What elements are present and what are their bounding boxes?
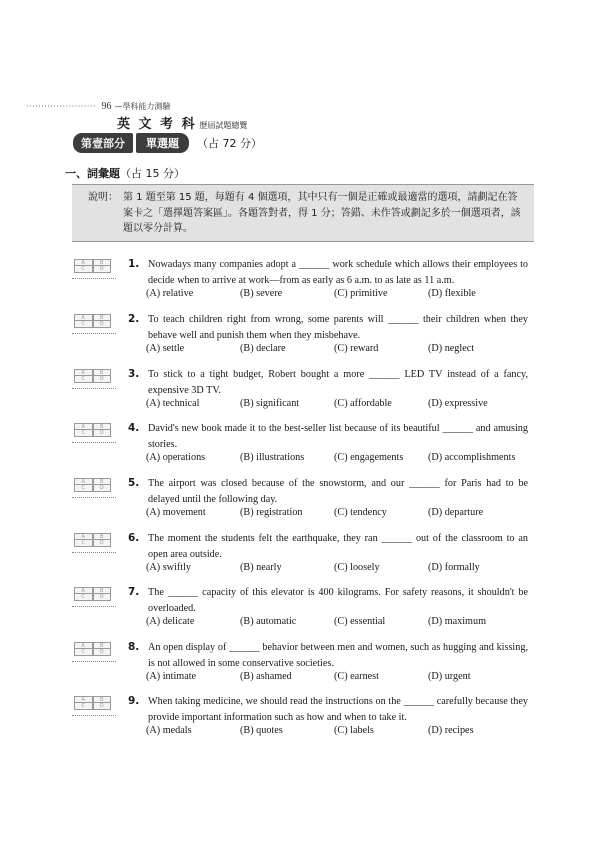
option-d: (D) expressive bbox=[428, 398, 488, 409]
option-c: (C) earnest bbox=[334, 671, 379, 682]
part-score: （占 72 分） bbox=[197, 137, 262, 150]
subject-title bbox=[117, 113, 247, 132]
option-a: (A) movement bbox=[146, 507, 206, 518]
answer-dotted-line bbox=[72, 278, 116, 279]
option-c: (C) affordable bbox=[334, 398, 392, 409]
answer-bubble-box bbox=[74, 369, 111, 384]
book-title: 學科能力測驗 bbox=[122, 102, 171, 111]
question-number: 6. bbox=[128, 532, 140, 544]
answer-dotted-line bbox=[72, 715, 116, 716]
answer-dotted-line bbox=[72, 497, 116, 498]
option-a: (A) swiftly bbox=[146, 562, 191, 573]
answer-bubble-box bbox=[74, 587, 111, 602]
option-b: (B) automatic bbox=[240, 616, 297, 627]
option-c: (C) labels bbox=[334, 725, 374, 736]
section-name: 一、詞彙題 bbox=[65, 167, 120, 180]
section-score: （占 15 分） bbox=[120, 167, 185, 180]
option-a: (A) intimate bbox=[146, 671, 197, 682]
answer-bubble-box bbox=[74, 259, 111, 274]
option-a: (A) delicate bbox=[146, 616, 195, 627]
question-number: 8. bbox=[128, 641, 140, 653]
question-number: 5. bbox=[128, 477, 140, 489]
option-d: (D) urgent bbox=[428, 671, 471, 682]
answer-bubble-d: D bbox=[93, 703, 112, 710]
answer-bubble-c: C bbox=[74, 703, 93, 710]
option-b: (B) quotes bbox=[240, 725, 283, 736]
answer-bubble-a: A bbox=[74, 259, 93, 266]
option-a: (A) medals bbox=[146, 725, 192, 736]
option-c: (C) engagements bbox=[334, 452, 404, 463]
question-number: 2. bbox=[128, 313, 140, 325]
option-d: (D) accomplishments bbox=[428, 452, 516, 463]
answer-dotted-line bbox=[72, 333, 116, 334]
running-header bbox=[26, 101, 171, 112]
option-c: (C) tendency bbox=[334, 507, 387, 518]
answer-bubble-d: D bbox=[93, 485, 112, 492]
answer-bubble-a: A bbox=[74, 478, 93, 485]
answer-bubble-b: B bbox=[93, 533, 112, 540]
answer-bubble-box bbox=[74, 314, 111, 329]
question-text: An open display of ______ behavior between men and women, such as hugging and kissing, is not allowed in some conservative societies. bbox=[148, 642, 528, 669]
answer-bubble-d: D bbox=[93, 376, 112, 383]
answer-bubble-d: D bbox=[93, 430, 112, 437]
page-number: 96 bbox=[101, 101, 112, 112]
question-text: Nowadays many companies adopt a ______ work schedule which allows their employees to decide when to arrive at work—from as early as 6 a.m. to as late as 11 a.m. bbox=[148, 259, 528, 286]
answer-bubble-c: C bbox=[74, 485, 93, 492]
instructions-body: 第 1 題至第 15 題，每題有 4 個選項，其中只有一個是正確或最適當的選項，請劃記在答案卡之「選擇題答案區」。各題答對者，得 1 分；答錯、未作答或劃記多於一個選項者，該題以零分計算。 bbox=[123, 192, 521, 234]
question-number: 4. bbox=[128, 422, 140, 434]
answer-bubble-box bbox=[74, 696, 111, 711]
question-number: 1. bbox=[128, 258, 140, 270]
answer-bubble-d: D bbox=[93, 649, 112, 656]
answer-bubble-c: C bbox=[74, 266, 93, 273]
answer-bubble-d: D bbox=[93, 321, 112, 328]
question-text: To teach children right from wrong, some parents will ______ their children when they behave well and punish them when they misbehave. bbox=[148, 314, 528, 341]
answer-bubble-b: B bbox=[93, 587, 112, 594]
answer-bubble-b: B bbox=[93, 259, 112, 266]
instructions-label: 說明： bbox=[88, 192, 118, 203]
answer-bubble-b: B bbox=[93, 314, 112, 321]
question-number: 7. bbox=[128, 586, 140, 598]
answer-bubble-a: A bbox=[74, 696, 93, 703]
answer-bubble-c: C bbox=[74, 649, 93, 656]
option-a: (A) settle bbox=[146, 343, 185, 354]
answer-bubble-c: C bbox=[74, 430, 93, 437]
answer-bubble-a: A bbox=[74, 642, 93, 649]
answer-bubble-box bbox=[74, 533, 111, 548]
option-d: (D) formally bbox=[428, 562, 480, 573]
option-d: (D) maximum bbox=[428, 616, 487, 627]
header-dots: ······················· bbox=[26, 102, 96, 111]
option-b: (B) declare bbox=[240, 343, 286, 354]
option-d: (D) flexible bbox=[428, 288, 476, 299]
answer-bubble-c: C bbox=[74, 540, 93, 547]
part-heading bbox=[73, 134, 262, 152]
answer-bubble-b: B bbox=[93, 423, 112, 430]
option-b: (B) severe bbox=[240, 288, 283, 299]
option-c: (C) reward bbox=[334, 343, 379, 354]
question-text: The airport was closed because of the snowstorm, and our ______ for Paris had to be delayed until the following day. bbox=[148, 478, 528, 505]
part-badge: 第壹部分 bbox=[73, 133, 133, 153]
option-a: (A) technical bbox=[146, 398, 200, 409]
option-b: (B) illustrations bbox=[240, 452, 305, 463]
answer-bubble-b: B bbox=[93, 642, 112, 649]
option-a: (A) operations bbox=[146, 452, 206, 463]
part-type-badge: 單選題 bbox=[136, 133, 189, 153]
answer-dotted-line bbox=[72, 388, 116, 389]
answer-bubble-a: A bbox=[74, 314, 93, 321]
answer-bubble-a: A bbox=[74, 533, 93, 540]
answer-bubble-a: A bbox=[74, 369, 93, 376]
answer-bubble-a: A bbox=[74, 423, 93, 430]
answer-bubble-c: C bbox=[74, 376, 93, 383]
option-d: (D) neglect bbox=[428, 343, 475, 354]
option-d: (D) departure bbox=[428, 507, 484, 518]
answer-bubble-box bbox=[74, 642, 111, 657]
answer-bubble-box bbox=[74, 478, 111, 493]
question-text: David's new book made it to the best-seller list because of its beautiful ______ and amusing stories. bbox=[148, 423, 528, 450]
question-text: To stick to a tight budget, Robert bought a more ______ LED TV instead of a fancy, expensive 3D TV. bbox=[148, 369, 528, 396]
subject-name: 英 文 考 科 bbox=[117, 117, 197, 132]
answer-dotted-line bbox=[72, 442, 116, 443]
answer-dotted-line bbox=[72, 552, 116, 553]
instructions-box bbox=[72, 184, 534, 242]
option-b: (B) nearly bbox=[240, 562, 282, 573]
answer-bubble-c: C bbox=[74, 594, 93, 601]
option-a: (A) relative bbox=[146, 288, 194, 299]
option-d: (D) recipes bbox=[428, 725, 474, 736]
answer-bubble-d: D bbox=[93, 266, 112, 273]
question-number: 3. bbox=[128, 368, 140, 380]
option-b: (B) ashamed bbox=[240, 671, 292, 682]
option-c: (C) primitive bbox=[334, 288, 388, 299]
subject-subtitle: 歷屆試題總覽 bbox=[199, 121, 248, 130]
answer-bubble-box bbox=[74, 423, 111, 438]
question-text: The ______ capacity of this elevator is 400 kilograms. For safety reasons, it shouldn't be overloaded. bbox=[148, 587, 528, 614]
answer-bubble-d: D bbox=[93, 540, 112, 547]
question-number: 9. bbox=[128, 695, 140, 707]
option-b: (B) registration bbox=[240, 507, 303, 518]
option-c: (C) loosely bbox=[334, 562, 380, 573]
option-c: (C) essential bbox=[334, 616, 386, 627]
question-text: When taking medicine, we should read the instructions on the ______ carefully because they provide important information such as how and when to take it. bbox=[148, 696, 528, 723]
answer-dotted-line bbox=[72, 661, 116, 662]
section-title bbox=[65, 165, 185, 181]
header-dash: — bbox=[114, 102, 123, 111]
answer-bubble-d: D bbox=[93, 594, 112, 601]
answer-bubble-a: A bbox=[74, 587, 93, 594]
answer-bubble-b: B bbox=[93, 696, 112, 703]
answer-bubble-b: B bbox=[93, 369, 112, 376]
question-text: The moment the students felt the earthquake, they ran ______ out of the classroom to an open area outside. bbox=[148, 533, 528, 560]
option-b: (B) significant bbox=[240, 398, 300, 409]
answer-bubble-b: B bbox=[93, 478, 112, 485]
answer-dotted-line bbox=[72, 606, 116, 607]
answer-bubble-c: C bbox=[74, 321, 93, 328]
